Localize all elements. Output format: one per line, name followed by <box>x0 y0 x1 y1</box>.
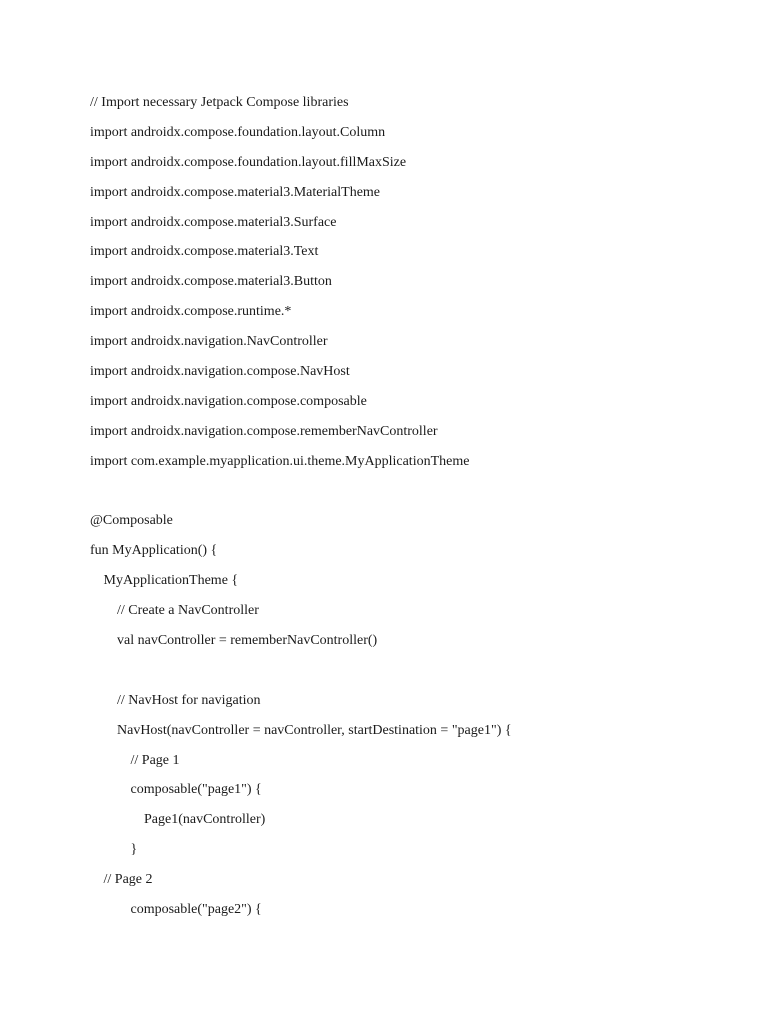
code-line: // NavHost for navigation <box>117 692 261 708</box>
code-line: import androidx.compose.material3.Text <box>90 244 319 260</box>
code-line: import androidx.compose.runtime.* <box>90 304 292 320</box>
code-line: // Create a NavController <box>117 603 259 619</box>
code-line: @Composable <box>90 513 173 529</box>
code-line: NavHost(navController = navController, startDestination = "page1") { <box>117 722 512 738</box>
code-line: MyApplicationTheme { <box>103 573 239 589</box>
code-line: import androidx.compose.material3.Button <box>90 274 332 290</box>
code-line: import com.example.myapplication.ui.theme.MyApplicationTheme <box>90 453 470 469</box>
blank-line <box>90 659 730 689</box>
code-line: import androidx.navigation.NavController <box>90 334 328 350</box>
code-line: import androidx.compose.foundation.layout.fillMaxSize <box>90 154 407 170</box>
code-line: import androidx.compose.material3.Surface <box>90 214 337 230</box>
blank-line <box>90 480 730 510</box>
code-line: import androidx.compose.foundation.layout.Column <box>90 124 386 140</box>
code-line: Page1(navController) <box>144 812 266 828</box>
code-block <box>90 91 730 928</box>
code-line: fun MyApplication() { <box>90 543 218 559</box>
code-line: val navController = rememberNavController() <box>117 633 378 649</box>
code-line: composable("page2") { <box>130 902 262 918</box>
code-line: // Page 2 <box>103 872 153 888</box>
code-line: // Page 1 <box>130 752 180 768</box>
code-line: // Import necessary Jetpack Compose libraries <box>90 95 349 110</box>
code-line: import androidx.navigation.compose.composable <box>90 393 367 409</box>
code-line: import androidx.compose.material3.MaterialTheme <box>90 184 381 200</box>
code-line: import androidx.navigation.compose.NavHost <box>90 364 350 380</box>
code-line: composable("page1") { <box>130 782 262 798</box>
code-line: import androidx.navigation.compose.rememberNavController <box>90 423 438 439</box>
code-line: } <box>130 842 138 858</box>
